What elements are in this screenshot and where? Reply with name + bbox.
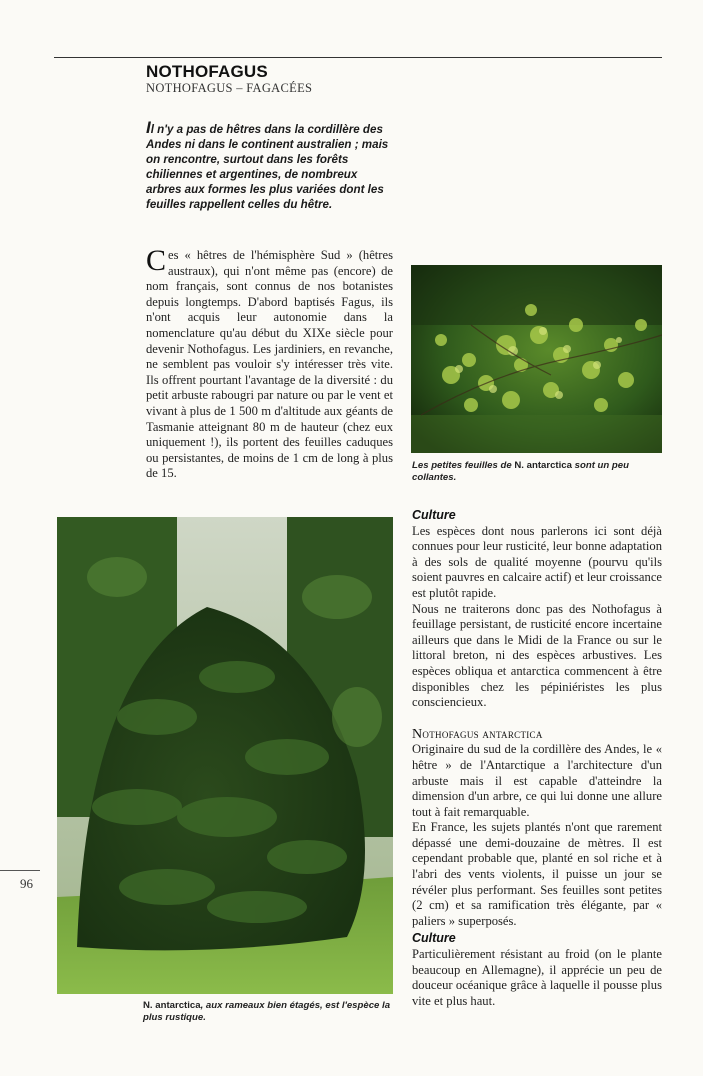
antarctica-heading-rest: othofagus antarctica (422, 726, 543, 741)
page-title: NOTHOFAGUS (146, 62, 268, 81)
culture-1-paragraph-1: Les espèces dont nous parlerons ici sont déjà connues pour leur rusticité, leur bonne adaptation à des sols de qualité moyenne (pourvu qu'ils soient pauvres en calcaire actif) et leur croissance est plutôt rapide. (412, 523, 662, 600)
left-column-body: es « hêtres de l'hémisphère Sud » (hêtres austraux), qui n'ont même pas (encore) de nom français, sont connus de nos botanistes depuis longtemps. D'abord baptisés Fagus, ils n'ont acquis leur autonomie dans la nomenclature qu'au début du XIXe siècle pour devenir Nothofagus. Les jardiniers, en revanche, ne semblent pas vouloir s'y intéresser très vite. Ils offrent pourtant l'avantage de la diversité : du petit arbuste rabougri par nature ou par le vent et vivant à plus de 1 500 m d'altitude aux géants de Tasmanie atteignant 80 m de hauteur (chez eux uniquement !), ils portent des feuilles caduques ou persistantes, de moins de 1 cm de long à plus de 15. (146, 248, 393, 481)
intro-text: l n'y a pas de hêtres dans la cordillère des Andes ni dans le continent australien ; mais on rencontre, surtout dans les forêts chiliennes et argentines, de nombreux arbres aux formes les plus variées dont les feuilles rappellent celles du hêtre. (146, 123, 389, 211)
antarctica-paragraph-2: En France, les sujets plantés n'ont que rarement dépassé une demi-douzaine de mètres. Il est cependant probable que, planté en sol riche et à l'abri des vents violents, il puisse un jour se révéler plus performant. Ses feuilles sont petites (2 cm) et sa ramification très élégante, par « paliers » superposés. (412, 820, 662, 928)
caption-leaves-part2: sont un peu collantes. (412, 460, 629, 483)
page-number: 96 (20, 876, 33, 891)
drop-cap: C (146, 244, 167, 277)
antarctica-heading-initial: N (412, 726, 423, 742)
caption-leaves-part1: Les petites feuilles de (412, 460, 515, 471)
photo-tree (57, 517, 393, 994)
antarctica-heading (412, 727, 662, 743)
culture-heading-2: Culture (412, 931, 456, 946)
page-subtitle: NOTHOFAGUS – FAGACÉES (146, 81, 313, 95)
right-column (412, 508, 662, 1009)
culture-2-paragraph-1: Particulièrement résistant au froid (on le plante beaucoup en Allemagne), il apprécie un peu de douceur océanique grâce à laquelle il pousse plus vite et plus haut. (412, 947, 662, 1008)
caption-tree-species: N. antarctica (143, 1000, 201, 1011)
photo-leaves (411, 265, 662, 453)
page-number-rule (0, 870, 40, 871)
culture-1-paragraph-2: Nous ne traiterons donc pas des Nothofagus à feuillage persistant, de rusticité encore incertaine ailleurs que dans le Midi de la France ou sur le littoral breton, ni des espèces arbustives. Les espèces obliqua et antarctica commencent à être disponibles chez les pépiniéristes les plus consciencieux. (412, 601, 662, 710)
caption-leaves-species: N. antarctica (514, 460, 572, 471)
intro-drop-letter: I (146, 118, 151, 137)
caption-tree (143, 1000, 395, 1024)
caption-tree-text: , aux rameaux bien étagés, est l'espèce la plus rustique. (143, 1000, 391, 1023)
antarctica-paragraph-1: Originaire du sud de la cordillère des Andes, le « hêtre » de l'Antarctique a l'architecture d'un arbuste mais il est capable d'atteindre la dimension d'un arbre, ce qui lui donne une allure tout à fait remarquable. (412, 742, 662, 819)
intro-paragraph (146, 120, 392, 212)
top-rule (54, 57, 662, 58)
left-column-text (146, 244, 393, 482)
caption-leaves (412, 460, 664, 484)
culture-heading-1: Culture (412, 508, 456, 522)
